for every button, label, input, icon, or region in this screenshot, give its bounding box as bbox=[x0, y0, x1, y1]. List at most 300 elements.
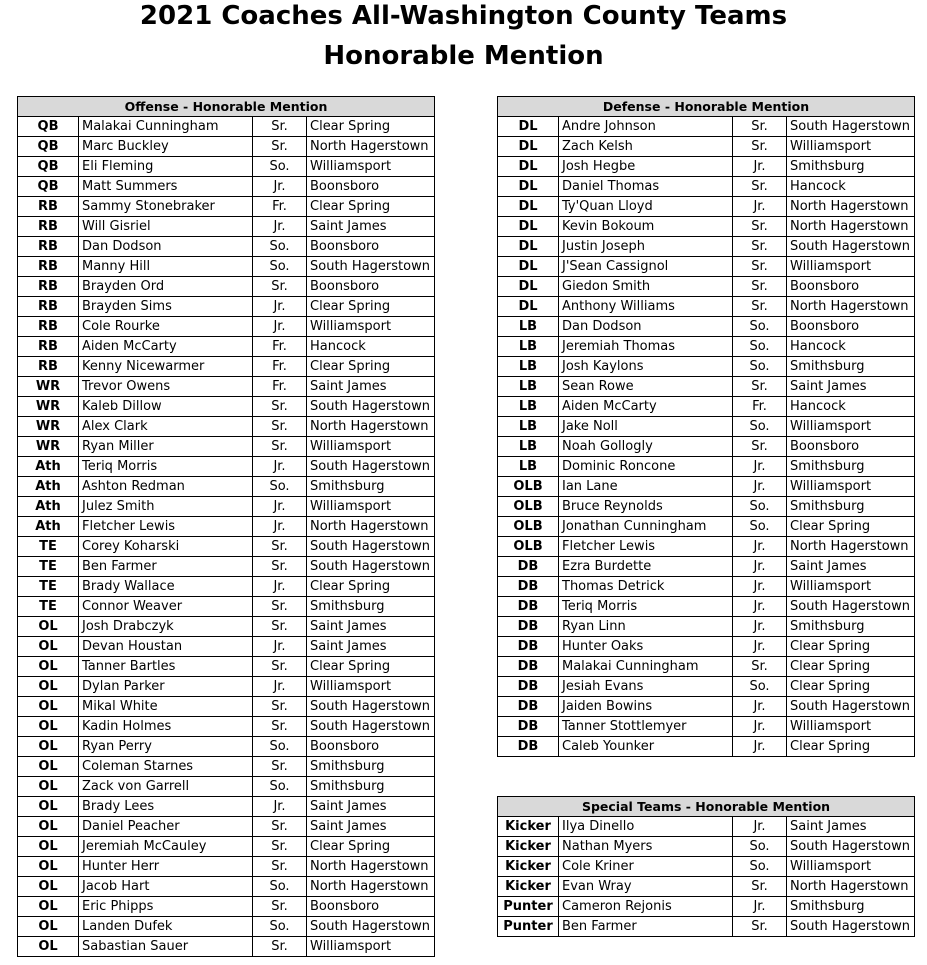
position-cell: OL bbox=[18, 937, 79, 957]
position-cell: DL bbox=[498, 297, 559, 317]
school-cell: Williamsport bbox=[787, 577, 915, 597]
position-cell: RB bbox=[18, 357, 79, 377]
position-cell: OL bbox=[18, 757, 79, 777]
position-cell: DB bbox=[498, 597, 559, 617]
class-year-cell: Jr. bbox=[253, 177, 307, 197]
class-year-cell: So. bbox=[253, 877, 307, 897]
position-cell: Punter bbox=[498, 917, 559, 937]
position-cell: LB bbox=[498, 437, 559, 457]
class-year-cell: Jr. bbox=[253, 317, 307, 337]
school-cell: Smithsburg bbox=[307, 777, 435, 797]
school-cell: Boonsboro bbox=[307, 897, 435, 917]
class-year-cell: Sr. bbox=[733, 877, 787, 897]
school-cell: South Hagerstown bbox=[787, 237, 915, 257]
position-cell: DL bbox=[498, 277, 559, 297]
table-row bbox=[18, 417, 435, 437]
player-name-cell: J'Sean Cassignol bbox=[559, 257, 733, 277]
school-cell: Williamsport bbox=[307, 157, 435, 177]
table-row bbox=[498, 877, 915, 897]
table-row bbox=[18, 657, 435, 677]
class-year-cell: Sr. bbox=[253, 597, 307, 617]
class-year-cell: Jr. bbox=[733, 697, 787, 717]
table-row bbox=[18, 577, 435, 597]
school-cell: Saint James bbox=[787, 557, 915, 577]
class-year-cell: So. bbox=[733, 317, 787, 337]
school-cell: South Hagerstown bbox=[307, 537, 435, 557]
class-year-cell: Sr. bbox=[733, 297, 787, 317]
table-row bbox=[498, 317, 915, 337]
player-name-cell: Daniel Peacher bbox=[79, 817, 253, 837]
position-cell: OL bbox=[18, 797, 79, 817]
table-row bbox=[18, 157, 435, 177]
player-name-cell: Jaiden Bowins bbox=[559, 697, 733, 717]
class-year-cell: Jr. bbox=[253, 217, 307, 237]
player-name-cell: Brady Wallace bbox=[79, 577, 253, 597]
class-year-cell: Sr. bbox=[253, 857, 307, 877]
player-name-cell: Giedon Smith bbox=[559, 277, 733, 297]
position-cell: DB bbox=[498, 717, 559, 737]
position-cell: OL bbox=[18, 837, 79, 857]
player-name-cell: Ben Farmer bbox=[559, 917, 733, 937]
player-name-cell: Marc Buckley bbox=[79, 137, 253, 157]
position-cell: LB bbox=[498, 317, 559, 337]
table-row bbox=[498, 817, 915, 837]
player-name-cell: Eli Fleming bbox=[79, 157, 253, 177]
position-cell: LB bbox=[498, 457, 559, 477]
class-year-cell: Jr. bbox=[733, 557, 787, 577]
position-cell: RB bbox=[18, 197, 79, 217]
school-cell: Williamsport bbox=[787, 857, 915, 877]
school-cell: Smithsburg bbox=[787, 157, 915, 177]
table-row bbox=[498, 517, 915, 537]
table-row bbox=[18, 877, 435, 897]
player-name-cell: Zack von Garrell bbox=[79, 777, 253, 797]
position-cell: OL bbox=[18, 917, 79, 937]
player-name-cell: Josh Hegbe bbox=[559, 157, 733, 177]
school-cell: North Hagerstown bbox=[787, 217, 915, 237]
class-year-cell: Jr. bbox=[733, 477, 787, 497]
player-name-cell: Josh Kaylons bbox=[559, 357, 733, 377]
class-year-cell: Sr. bbox=[253, 717, 307, 737]
school-cell: Clear Spring bbox=[307, 297, 435, 317]
position-cell: WR bbox=[18, 437, 79, 457]
class-year-cell: Sr. bbox=[253, 397, 307, 417]
player-name-cell: Aiden McCarty bbox=[79, 337, 253, 357]
class-year-cell: Jr. bbox=[733, 717, 787, 737]
table-row bbox=[498, 537, 915, 557]
player-name-cell: Connor Weaver bbox=[79, 597, 253, 617]
position-cell: RB bbox=[18, 317, 79, 337]
class-year-cell: Sr. bbox=[253, 537, 307, 557]
school-cell: Saint James bbox=[307, 797, 435, 817]
position-cell: DB bbox=[498, 557, 559, 577]
position-cell: TE bbox=[18, 577, 79, 597]
table-row bbox=[498, 177, 915, 197]
player-name-cell: Kenny Nicewarmer bbox=[79, 357, 253, 377]
table-row bbox=[498, 277, 915, 297]
school-cell: Saint James bbox=[307, 217, 435, 237]
table-row bbox=[18, 737, 435, 757]
player-name-cell: Caleb Younker bbox=[559, 737, 733, 757]
table-row bbox=[18, 797, 435, 817]
class-year-cell: Jr. bbox=[733, 617, 787, 637]
school-cell: North Hagerstown bbox=[307, 877, 435, 897]
position-cell: RB bbox=[18, 217, 79, 237]
position-cell: DL bbox=[498, 237, 559, 257]
player-name-cell: Sean Rowe bbox=[559, 377, 733, 397]
class-year-cell: So. bbox=[733, 677, 787, 697]
school-cell: Williamsport bbox=[787, 137, 915, 157]
position-cell: OL bbox=[18, 817, 79, 837]
player-name-cell: Fletcher Lewis bbox=[79, 517, 253, 537]
position-cell: DL bbox=[498, 197, 559, 217]
class-year-cell: Sr. bbox=[253, 837, 307, 857]
position-cell: OL bbox=[18, 617, 79, 637]
position-cell: DB bbox=[498, 697, 559, 717]
player-name-cell: Dan Dodson bbox=[559, 317, 733, 337]
player-name-cell: Ezra Burdette bbox=[559, 557, 733, 577]
position-cell: OLB bbox=[498, 517, 559, 537]
class-year-cell: Sr. bbox=[733, 177, 787, 197]
position-cell: DL bbox=[498, 257, 559, 277]
table-row bbox=[498, 857, 915, 877]
table-row bbox=[18, 677, 435, 697]
school-cell: Smithsburg bbox=[307, 597, 435, 617]
school-cell: Clear Spring bbox=[787, 737, 915, 757]
class-year-cell: Jr. bbox=[253, 517, 307, 537]
class-year-cell: Fr. bbox=[253, 337, 307, 357]
table-row bbox=[498, 457, 915, 477]
position-cell: OL bbox=[18, 637, 79, 657]
table-row bbox=[498, 417, 915, 437]
table-row bbox=[18, 317, 435, 337]
table-row bbox=[18, 917, 435, 937]
school-cell: Smithsburg bbox=[787, 457, 915, 477]
position-cell: OL bbox=[18, 737, 79, 757]
class-year-cell: Jr. bbox=[253, 797, 307, 817]
school-cell: Williamsport bbox=[787, 717, 915, 737]
position-cell: DB bbox=[498, 737, 559, 757]
position-cell: OL bbox=[18, 857, 79, 877]
position-cell: OL bbox=[18, 777, 79, 797]
class-year-cell: Jr. bbox=[733, 537, 787, 557]
school-cell: North Hagerstown bbox=[307, 137, 435, 157]
class-year-cell: Sr. bbox=[733, 437, 787, 457]
table-row bbox=[498, 137, 915, 157]
table-row bbox=[498, 917, 915, 937]
table-row bbox=[18, 637, 435, 657]
class-year-cell: Fr. bbox=[733, 397, 787, 417]
class-year-cell: Jr. bbox=[733, 737, 787, 757]
player-name-cell: Coleman Starnes bbox=[79, 757, 253, 777]
class-year-cell: Sr. bbox=[733, 277, 787, 297]
player-name-cell: Cole Kriner bbox=[559, 857, 733, 877]
player-name-cell: Evan Wray bbox=[559, 877, 733, 897]
school-cell: Boonsboro bbox=[307, 177, 435, 197]
table-row bbox=[498, 657, 915, 677]
position-cell: OL bbox=[18, 877, 79, 897]
class-year-cell: So. bbox=[253, 477, 307, 497]
position-cell: Kicker bbox=[498, 877, 559, 897]
table-row bbox=[18, 697, 435, 717]
table-row bbox=[498, 697, 915, 717]
table-row bbox=[498, 677, 915, 697]
table-row bbox=[18, 277, 435, 297]
table-row bbox=[18, 357, 435, 377]
school-cell: Saint James bbox=[307, 817, 435, 837]
position-cell: DB bbox=[498, 657, 559, 677]
position-cell: RB bbox=[18, 277, 79, 297]
table-row bbox=[498, 557, 915, 577]
position-cell: OL bbox=[18, 657, 79, 677]
position-cell: RB bbox=[18, 257, 79, 277]
special-teams-table bbox=[497, 796, 915, 937]
table-row bbox=[18, 537, 435, 557]
school-cell: Boonsboro bbox=[307, 737, 435, 757]
table-row bbox=[498, 117, 915, 137]
position-cell: RB bbox=[18, 237, 79, 257]
table-row bbox=[498, 397, 915, 417]
table-row bbox=[18, 377, 435, 397]
position-cell: RB bbox=[18, 337, 79, 357]
player-name-cell: Ashton Redman bbox=[79, 477, 253, 497]
class-year-cell: Jr. bbox=[733, 637, 787, 657]
table-row bbox=[18, 257, 435, 277]
school-cell: Clear Spring bbox=[787, 637, 915, 657]
school-cell: South Hagerstown bbox=[787, 837, 915, 857]
position-cell: DL bbox=[498, 137, 559, 157]
table-row bbox=[18, 337, 435, 357]
player-name-cell: Dylan Parker bbox=[79, 677, 253, 697]
class-year-cell: Sr. bbox=[733, 657, 787, 677]
player-name-cell: Kaleb Dillow bbox=[79, 397, 253, 417]
school-cell: Smithsburg bbox=[787, 897, 915, 917]
class-year-cell: Sr. bbox=[733, 257, 787, 277]
school-cell: South Hagerstown bbox=[787, 917, 915, 937]
table-row bbox=[498, 217, 915, 237]
position-cell: WR bbox=[18, 397, 79, 417]
class-year-cell: Sr. bbox=[253, 277, 307, 297]
position-cell: LB bbox=[498, 417, 559, 437]
player-name-cell: Jeremiah Thomas bbox=[559, 337, 733, 357]
player-name-cell: Noah Gollogly bbox=[559, 437, 733, 457]
class-year-cell: Jr. bbox=[253, 637, 307, 657]
player-name-cell: Eric Phipps bbox=[79, 897, 253, 917]
school-cell: Smithsburg bbox=[787, 357, 915, 377]
table-row bbox=[18, 177, 435, 197]
position-cell: WR bbox=[18, 377, 79, 397]
table-row bbox=[18, 617, 435, 637]
player-name-cell: Teriq Morris bbox=[79, 457, 253, 477]
position-cell: OL bbox=[18, 677, 79, 697]
class-year-cell: Jr. bbox=[253, 497, 307, 517]
school-cell: Clear Spring bbox=[307, 117, 435, 137]
position-cell: DB bbox=[498, 577, 559, 597]
player-name-cell: Cameron Rejonis bbox=[559, 897, 733, 917]
player-name-cell: Ian Lane bbox=[559, 477, 733, 497]
class-year-cell: Fr. bbox=[253, 377, 307, 397]
class-year-cell: Jr. bbox=[733, 897, 787, 917]
school-cell: North Hagerstown bbox=[787, 197, 915, 217]
class-year-cell: So. bbox=[253, 257, 307, 277]
player-name-cell: Cole Rourke bbox=[79, 317, 253, 337]
school-cell: North Hagerstown bbox=[307, 417, 435, 437]
table-row bbox=[18, 297, 435, 317]
class-year-cell: Sr. bbox=[253, 697, 307, 717]
class-year-cell: Sr. bbox=[253, 757, 307, 777]
class-year-cell: So. bbox=[733, 357, 787, 377]
table-row bbox=[498, 497, 915, 517]
school-cell: Smithsburg bbox=[787, 497, 915, 517]
defense-header: Defense - Honorable Mention bbox=[498, 97, 915, 117]
class-year-cell: Jr. bbox=[733, 457, 787, 477]
school-cell: South Hagerstown bbox=[307, 917, 435, 937]
player-name-cell: Bruce Reynolds bbox=[559, 497, 733, 517]
player-name-cell: Tanner Stottlemyer bbox=[559, 717, 733, 737]
school-cell: Boonsboro bbox=[307, 277, 435, 297]
position-cell: TE bbox=[18, 557, 79, 577]
position-cell: Kicker bbox=[498, 857, 559, 877]
position-cell: QB bbox=[18, 157, 79, 177]
position-cell: WR bbox=[18, 417, 79, 437]
table-row bbox=[18, 197, 435, 217]
school-cell: North Hagerstown bbox=[307, 857, 435, 877]
position-cell: LB bbox=[498, 357, 559, 377]
position-cell: OLB bbox=[498, 477, 559, 497]
school-cell: Smithsburg bbox=[307, 757, 435, 777]
school-cell: Williamsport bbox=[787, 477, 915, 497]
player-name-cell: Brayden Ord bbox=[79, 277, 253, 297]
position-cell: DL bbox=[498, 177, 559, 197]
table-row bbox=[18, 937, 435, 957]
player-name-cell: Brayden Sims bbox=[79, 297, 253, 317]
table-row bbox=[18, 757, 435, 777]
position-cell: OL bbox=[18, 897, 79, 917]
class-year-cell: Sr. bbox=[253, 817, 307, 837]
school-cell: Williamsport bbox=[787, 417, 915, 437]
player-name-cell: Josh Drabczyk bbox=[79, 617, 253, 637]
class-year-cell: Sr. bbox=[253, 557, 307, 577]
position-cell: Ath bbox=[18, 477, 79, 497]
player-name-cell: Fletcher Lewis bbox=[559, 537, 733, 557]
school-cell: Clear Spring bbox=[307, 657, 435, 677]
school-cell: Hancock bbox=[787, 177, 915, 197]
table-row bbox=[498, 157, 915, 177]
class-year-cell: So. bbox=[733, 497, 787, 517]
school-cell: South Hagerstown bbox=[307, 557, 435, 577]
player-name-cell: Julez Smith bbox=[79, 497, 253, 517]
class-year-cell: Sr. bbox=[253, 137, 307, 157]
class-year-cell: Sr. bbox=[253, 417, 307, 437]
page-title: 2021 Coaches All-Washington County Teams bbox=[139, 1, 788, 31]
table-row bbox=[18, 557, 435, 577]
player-name-cell: Aiden McCarty bbox=[559, 397, 733, 417]
player-name-cell: Ryan Miller bbox=[79, 437, 253, 457]
school-cell: North Hagerstown bbox=[307, 517, 435, 537]
player-name-cell: Manny Hill bbox=[79, 257, 253, 277]
school-cell: South Hagerstown bbox=[307, 697, 435, 717]
table-row bbox=[498, 597, 915, 617]
player-name-cell: Kevin Bokoum bbox=[559, 217, 733, 237]
position-cell: Ath bbox=[18, 497, 79, 517]
player-name-cell: Ilya Dinello bbox=[559, 817, 733, 837]
table-row bbox=[498, 577, 915, 597]
player-name-cell: Matt Summers bbox=[79, 177, 253, 197]
player-name-cell: Nathan Myers bbox=[559, 837, 733, 857]
class-year-cell: Jr. bbox=[253, 457, 307, 477]
school-cell: Saint James bbox=[307, 377, 435, 397]
class-year-cell: So. bbox=[733, 517, 787, 537]
position-cell: QB bbox=[18, 117, 79, 137]
school-cell: Clear Spring bbox=[307, 577, 435, 597]
player-name-cell: Dan Dodson bbox=[79, 237, 253, 257]
player-name-cell: Mikal White bbox=[79, 697, 253, 717]
position-cell: Punter bbox=[498, 897, 559, 917]
position-cell: DB bbox=[498, 617, 559, 637]
class-year-cell: So. bbox=[253, 237, 307, 257]
table-row bbox=[498, 237, 915, 257]
table-row bbox=[498, 637, 915, 657]
player-name-cell: Malakai Cunningham bbox=[559, 657, 733, 677]
table-row bbox=[498, 477, 915, 497]
player-name-cell: Kadin Holmes bbox=[79, 717, 253, 737]
school-cell: South Hagerstown bbox=[307, 397, 435, 417]
class-year-cell: Jr. bbox=[253, 297, 307, 317]
school-cell: Williamsport bbox=[307, 937, 435, 957]
position-cell: OL bbox=[18, 697, 79, 717]
player-name-cell: Justin Joseph bbox=[559, 237, 733, 257]
school-cell: Boonsboro bbox=[787, 277, 915, 297]
school-cell: Williamsport bbox=[307, 677, 435, 697]
position-cell: DL bbox=[498, 157, 559, 177]
player-name-cell: Trevor Owens bbox=[79, 377, 253, 397]
school-cell: Clear Spring bbox=[787, 657, 915, 677]
table-row bbox=[498, 297, 915, 317]
school-cell: Smithsburg bbox=[307, 477, 435, 497]
table-row bbox=[498, 617, 915, 637]
defense-table bbox=[497, 96, 915, 757]
class-year-cell: Sr. bbox=[253, 657, 307, 677]
class-year-cell: So. bbox=[253, 917, 307, 937]
class-year-cell: Sr. bbox=[733, 137, 787, 157]
position-cell: Kicker bbox=[498, 837, 559, 857]
table-row bbox=[18, 457, 435, 477]
school-cell: South Hagerstown bbox=[787, 697, 915, 717]
class-year-cell: Sr. bbox=[253, 897, 307, 917]
class-year-cell: Fr. bbox=[253, 357, 307, 377]
class-year-cell: Jr. bbox=[733, 817, 787, 837]
offense-header: Offense - Honorable Mention bbox=[18, 97, 435, 117]
player-name-cell: Jonathan Cunningham bbox=[559, 517, 733, 537]
class-year-cell: Sr. bbox=[733, 917, 787, 937]
table-row bbox=[498, 837, 915, 857]
class-year-cell: Jr. bbox=[733, 577, 787, 597]
player-name-cell: Brady Lees bbox=[79, 797, 253, 817]
player-name-cell: Sabastian Sauer bbox=[79, 937, 253, 957]
position-cell: Ath bbox=[18, 457, 79, 477]
position-cell: DB bbox=[498, 637, 559, 657]
table-row bbox=[18, 117, 435, 137]
position-cell: RB bbox=[18, 297, 79, 317]
school-cell: Hancock bbox=[787, 337, 915, 357]
school-cell: Boonsboro bbox=[787, 437, 915, 457]
position-cell: LB bbox=[498, 377, 559, 397]
school-cell: North Hagerstown bbox=[787, 877, 915, 897]
special-teams-header: Special Teams - Honorable Mention bbox=[498, 797, 915, 817]
class-year-cell: So. bbox=[733, 417, 787, 437]
school-cell: South Hagerstown bbox=[307, 717, 435, 737]
position-cell: LB bbox=[498, 397, 559, 417]
